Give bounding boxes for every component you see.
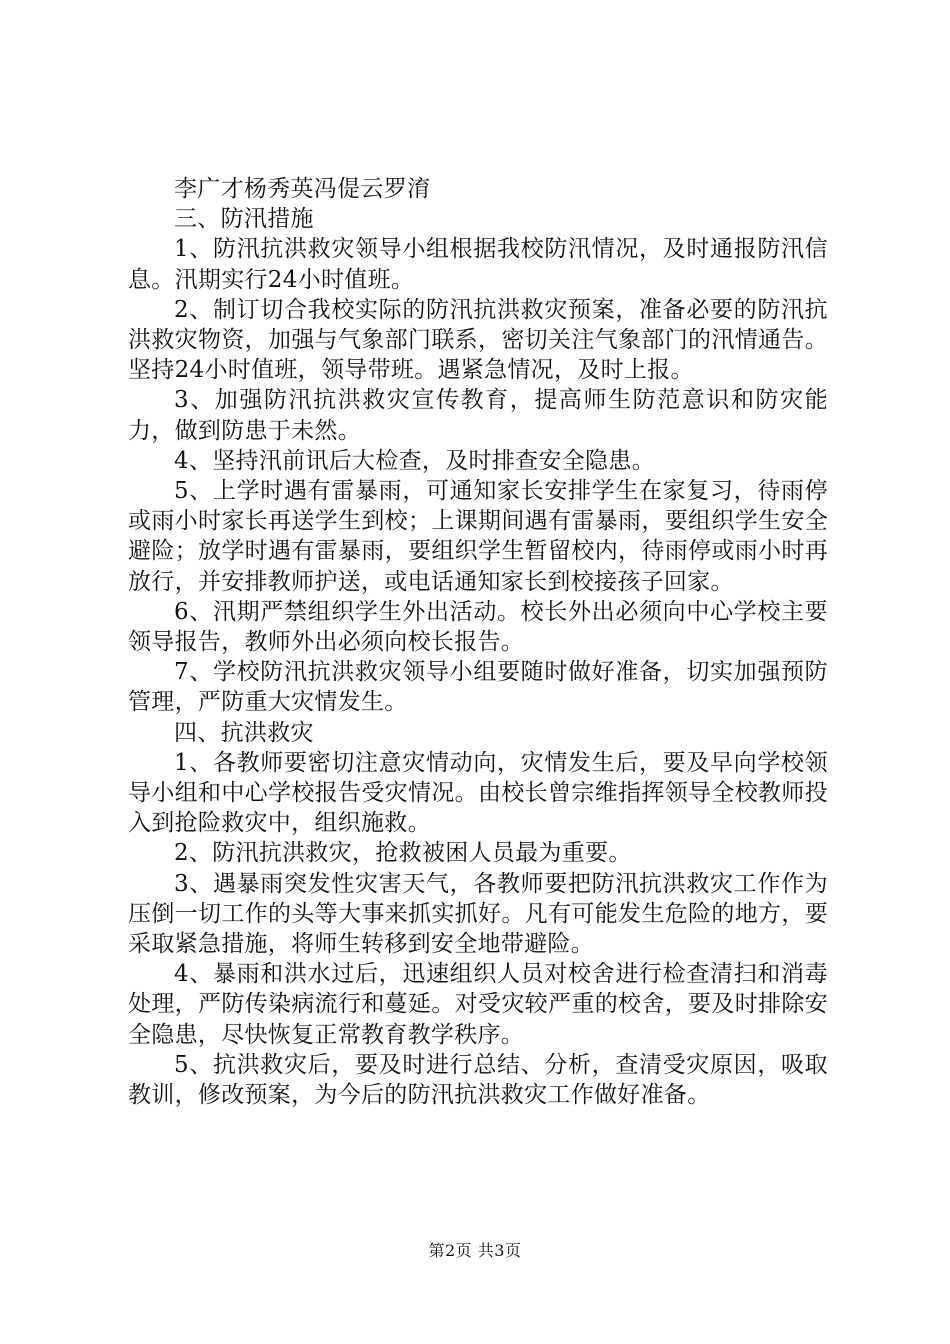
paragraph: 7、学校防汛抗洪救灾领导小组要随时做好准备，切实加强预防管理，严防重大灾情发生。: [128, 659, 828, 716]
paragraph: 2、防汛抗洪救灾，抢救被困人员最为重要。: [174, 840, 632, 867]
name-list: 李广才杨秀英冯偍云罗淯: [174, 176, 431, 202]
paragraph: 6、汛期严禁组织学生外出活动。校长外出必须向中心学校主要领导报告，教师外出必须向校长报告。: [128, 598, 828, 656]
paragraph: 2、制订切合我校实际的防汛抗洪救灾预案，准备必要的防汛抗洪救灾物资，加强与气象部门联系，密切关注气象部门的汛情通告。坚持24小时值班，领导带班。遇紧急情况，及时上报。: [128, 296, 828, 384]
paragraph: 1、各教师要密切注意灾情动向，灾情发生后，要及早向学校领导小组和中心学校报告受灾情况。由校长曾宗维指挥领导全校教师投入到抢险救灾中，组织施救。: [128, 749, 828, 837]
paragraph: 3、遇暴雨突发性灾害天气，各教师要把防汛抗洪救灾工作作为压倒一切工作的头等大事来抓实抓好。凡有可能发生危险的地方，要采取紧急措施，将师生转移到安全地带避险。: [128, 870, 828, 958]
paragraph: 1、防汛抗洪救灾领导小组根据我校防汛情况，及时通报防汛信息。汛期实行24小时值班。: [128, 236, 828, 293]
page-number-footer: 第2页 共3页: [428, 1241, 522, 1260]
section-heading-4: 四、抗洪救灾: [174, 719, 314, 746]
paragraph: 4、坚持汛前讯后大检查，及时排查安全隐患。: [174, 447, 655, 474]
paragraph: 3、加强防汛抗洪救灾宣传教育，提高师生防范意识和防灾能力，做到防患于未然。: [128, 387, 828, 444]
document-body: [128, 174, 828, 1110]
section-heading-3: 三、防汛措施: [174, 206, 314, 233]
paragraph: 4、暴雨和洪水过后，迅速组织人员对校舍进行检查清扫和消毒处理，严防传染病流行和蔓延。对受灾较严重的校舍，要及时排除安全隐患，尽快恢复正常教育教学秩序。: [128, 961, 828, 1048]
paragraph: 5、上学时遇有雷暴雨，可通知家长安排学生在家复习，待雨停或雨小时家长再送学生到校；上课期间遇有雷暴雨，要组织学生安全避险；放学时遇有雷暴雨，要组织学生暂留校内，待雨停或雨小时再放行，并安排教师护送，或电话通知家长到校接孩子回家。: [128, 478, 828, 595]
paragraph: 5、抗洪救灾后，要及时进行总结、分析，查清受灾原因，吸取教训，修改预案，为今后的防汛抗洪救灾工作做好准备。: [128, 1051, 828, 1109]
